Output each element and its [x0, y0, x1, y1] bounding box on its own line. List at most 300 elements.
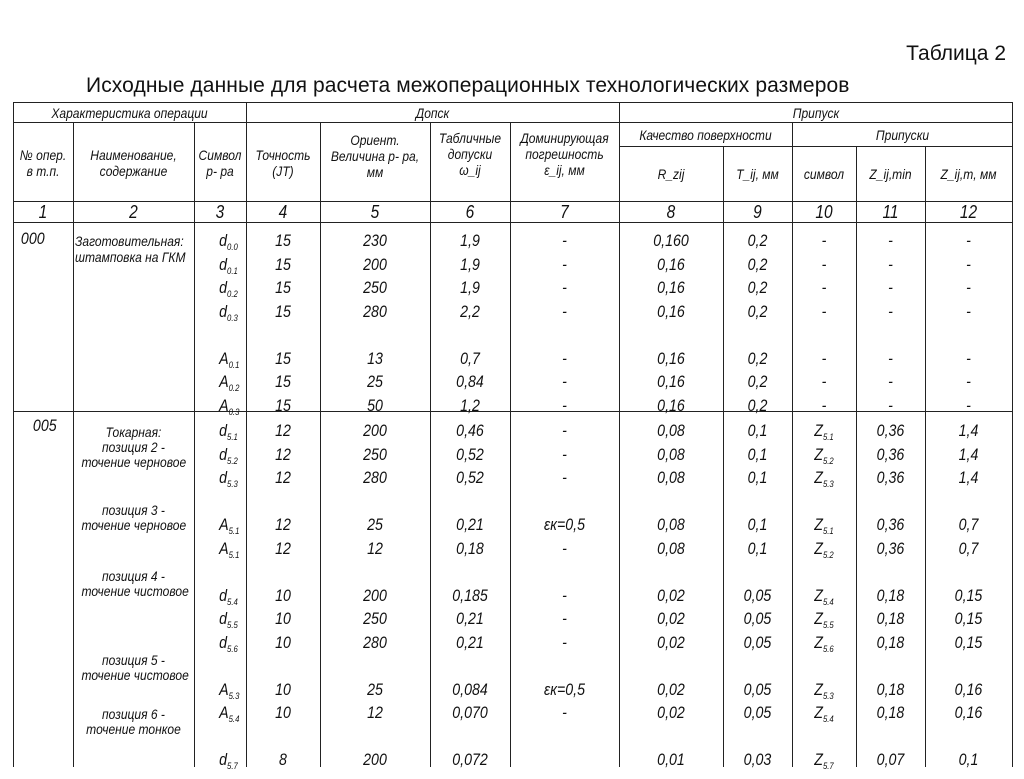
symbol-cell: $d_{0.1}$ [219, 255, 238, 276]
zmin-cell [861, 726, 920, 750]
op-name: позиция 4 - точение чистовое [81, 568, 189, 599]
symbol-cell: $d_{5.7}$ [219, 751, 238, 771]
size-cell [328, 491, 423, 515]
error-cell: - [562, 349, 567, 368]
size-cell: 50 [367, 396, 383, 415]
symbol-cell: $d_{5.2}$ [219, 445, 238, 466]
tolerance-cell [436, 655, 505, 679]
allowance-symbol-cell: $Z_{5.4}$ [814, 586, 834, 607]
rz-cell: 0,16 [657, 349, 685, 368]
t-cell: 0,2 [747, 349, 768, 368]
error-cell: - [562, 445, 567, 464]
tolerance-cell [436, 726, 505, 750]
rz-cell: 0,08 [657, 469, 685, 487]
header-surface-quality: Качество поверхности [639, 127, 772, 143]
symbol-cell: $A_{0.1}$ [219, 349, 240, 370]
rz-cell [626, 491, 715, 515]
allowance-symbol-cell [796, 655, 851, 679]
rz-cell: 0,08 [657, 516, 685, 534]
t-cell: 0,1 [747, 539, 768, 558]
rz-cell: 0,08 [657, 445, 685, 464]
col-line [73, 122, 74, 767]
rz-cell: 0,02 [657, 610, 685, 628]
allowance-symbol-cell: $Z_{5.4}$ [814, 704, 834, 724]
size-cell [328, 561, 423, 585]
header-zm: Z_ij,m, мм [940, 166, 997, 182]
accuracy-column [251, 420, 315, 773]
symbol-cell: $A_{0.2}$ [219, 373, 240, 393]
error-cell [518, 655, 612, 679]
col-number-line [13, 222, 1013, 223]
zm-cell [931, 726, 1006, 750]
header-allowance: Припуск [792, 105, 840, 121]
accuracy-cell: 15 [275, 349, 291, 368]
allowance-symbol-cell: $Z_{5.1}$ [814, 422, 834, 442]
zmin-cell [861, 324, 920, 348]
accuracy-cell: 15 [275, 396, 291, 415]
header-op-number: № опер. в т.п. [19, 147, 67, 179]
t-cell: 0,2 [747, 396, 768, 415]
error-cell: - [562, 422, 567, 440]
allowance-symbol-cell: $Z_{5.5}$ [814, 610, 834, 630]
accuracy-cell: 12 [275, 445, 291, 464]
rz-cell: 0,02 [657, 586, 685, 605]
op-number: 000 [20, 230, 45, 248]
symbol-cell: $A_{5.4}$ [219, 704, 240, 724]
allowance-symbol-column [796, 420, 851, 773]
op-name: позиция 3 - точение черновое [81, 502, 187, 533]
allowance-symbol-cell: $Z_{5.3}$ [814, 469, 834, 489]
allowance-symbol-cell: $Z_{5.2}$ [814, 445, 834, 466]
zmin-cell: 0,07 [876, 751, 905, 769]
allowance-symbol-cell: - [821, 279, 827, 297]
tolerance-cell: 0,084 [452, 680, 488, 699]
col-line [246, 102, 247, 767]
error-cell: - [562, 633, 567, 652]
tolerance-cell [436, 491, 505, 515]
header-rz: R_zij [657, 166, 685, 182]
size-cell: 250 [363, 445, 387, 464]
symbol-cell: $A_{5.1}$ [219, 516, 240, 536]
error-cell: - [562, 396, 567, 415]
accuracy-cell: 12 [275, 516, 291, 534]
size-cell: 280 [363, 469, 387, 487]
error-cell [518, 749, 612, 773]
size-cell: 13 [367, 349, 383, 368]
t-cell [728, 491, 787, 515]
rz-cell: 0,160 [653, 232, 689, 250]
size-cell: 200 [363, 586, 387, 605]
zmin-cell: - [888, 279, 893, 297]
allowance-symbol-cell [796, 491, 851, 515]
zm-cell: 0,15 [954, 610, 983, 628]
col-line [619, 102, 620, 767]
zmin-cell [861, 655, 920, 679]
col-line [723, 146, 724, 767]
col-line [510, 122, 511, 767]
zmin-cell [861, 561, 920, 585]
accuracy-cell: 12 [275, 422, 291, 440]
rz-cell: 0,02 [657, 680, 685, 699]
rz-cell: 0,16 [657, 396, 685, 415]
accuracy-cell [251, 491, 315, 515]
tolerance-cell: 0,7 [460, 349, 480, 368]
zm-cell [931, 324, 1006, 348]
symbol-column [198, 420, 243, 773]
symbol-cell: $d_{5.6}$ [219, 633, 238, 654]
size-cell: 25 [367, 516, 383, 534]
zm-cell: 1,4 [958, 469, 979, 487]
accuracy-cell [251, 561, 315, 585]
allowance-symbol-cell: $Z_{5.3}$ [814, 680, 834, 701]
zm-cell: - [966, 396, 971, 415]
allowance-symbol-cell: - [821, 302, 827, 321]
rz-cell [626, 324, 715, 348]
error-cell: - [562, 586, 567, 605]
error-cell: - [562, 610, 567, 628]
error-cell [518, 561, 612, 585]
accuracy-cell: 10 [275, 586, 291, 605]
allowance-symbol-cell: - [821, 255, 827, 274]
symbol-cell [198, 561, 243, 585]
header-accuracy: Точность (JT) [255, 147, 311, 179]
tolerance-cell: 1,9 [460, 255, 480, 274]
rz-cell: 0,08 [657, 539, 685, 558]
t-cell: 0,2 [747, 232, 768, 250]
accuracy-cell: 8 [279, 751, 287, 769]
size-cell: 280 [363, 633, 387, 652]
accuracy-cell [251, 726, 315, 750]
zm-cell: - [966, 349, 971, 368]
col-number: 8 [666, 202, 676, 222]
accuracy-cell: 15 [275, 255, 291, 274]
allowance-symbol-cell [796, 324, 851, 348]
error-cell: - [562, 373, 567, 391]
header-dominant-error: Доминирующая погрешность ε_ij, мм [520, 130, 609, 178]
tolerance-cell: 0,18 [456, 539, 484, 558]
size-cell: 12 [367, 539, 383, 558]
error-cell: - [562, 232, 567, 250]
zmin-cell: 0,18 [876, 610, 905, 628]
col-number: 4 [278, 202, 288, 222]
col-number: 3 [215, 202, 225, 222]
rz-cell [626, 655, 715, 679]
symbol-cell: $A_{0.3}$ [219, 396, 240, 417]
zmin-cell: - [888, 232, 893, 250]
size-cell: 25 [367, 680, 383, 699]
accuracy-cell: 15 [275, 232, 291, 250]
tolerance-cell: 0,84 [456, 373, 484, 391]
accuracy-cell: 15 [275, 279, 291, 297]
allowance-symbol-column [796, 230, 851, 418]
rz-cell [626, 561, 715, 585]
rz-column [626, 230, 715, 418]
allowance-symbol-cell: - [821, 373, 827, 391]
error-cell: - [562, 279, 567, 297]
error-cell: εк=0,5 [544, 516, 585, 534]
t-cell [728, 726, 787, 750]
header-symbol: Символ р- ра [198, 147, 242, 179]
table-caption: Таблица 2 [906, 42, 1006, 65]
zmin-column [861, 420, 920, 773]
zm-cell: 0,15 [954, 586, 983, 605]
subgroup-line [619, 146, 1013, 147]
error-cell: - [562, 469, 567, 487]
header-table-tolerance: Табличные допуски ω_ij [438, 130, 502, 178]
op-name: Заготовительная: штамповка на ГКМ [75, 233, 186, 265]
border-right [1012, 102, 1013, 767]
t-cell: 0,05 [743, 610, 772, 628]
allowance-symbol-cell: - [821, 396, 827, 415]
op-name: Токарная: позиция 2 - точение черновое [81, 424, 187, 470]
accuracy-cell: 10 [275, 610, 291, 628]
op-name: позиция 5 - точение чистовое [81, 652, 189, 683]
symbol-cell: $d_{5.3}$ [219, 469, 238, 489]
t-cell: 0,2 [747, 302, 768, 321]
symbol-cell: $d_{5.1}$ [219, 422, 238, 442]
t-cell: 0,05 [743, 680, 772, 699]
size-cell: 200 [363, 422, 387, 440]
zmin-column [861, 230, 920, 418]
allowance-symbol-cell: $Z_{5.1}$ [814, 516, 834, 536]
tolerance-cell: 0,185 [452, 586, 488, 605]
accuracy-cell: 12 [275, 539, 291, 558]
symbol-cell [198, 324, 243, 348]
t-cell: 0,1 [747, 516, 768, 534]
t-cell [728, 655, 787, 679]
zmin-cell: - [888, 255, 893, 274]
table-top-line [13, 102, 1013, 103]
tolerance-cell [436, 324, 505, 348]
symbol-cell: $A_{5.3}$ [219, 680, 240, 701]
col-number: 5 [370, 202, 380, 222]
accuracy-cell: 12 [275, 469, 291, 487]
accuracy-cell [251, 655, 315, 679]
t-cell: 0,2 [747, 373, 768, 391]
rz-cell: 0,16 [657, 279, 685, 297]
header-bottom-line [13, 201, 1013, 202]
t-cell [728, 324, 787, 348]
zmin-cell: 0,36 [876, 422, 905, 440]
symbol-cell: $d_{0.3}$ [219, 302, 238, 323]
rz-column [626, 420, 715, 773]
rz-cell: 0,01 [657, 751, 685, 769]
border-left [13, 102, 14, 767]
tolerance-cell: 0,52 [456, 469, 484, 487]
col-number: 6 [465, 202, 475, 222]
zm-cell: 0,16 [954, 704, 983, 722]
data-table [13, 102, 1013, 771]
rz-cell: 0,02 [657, 704, 685, 722]
accuracy-column [251, 230, 315, 418]
header-op-name: Наименование, содержание [90, 147, 177, 179]
tolerance-cell: 1,2 [460, 396, 480, 415]
size-cell: 250 [363, 610, 387, 628]
header-characteristics: Характеристика операции [51, 105, 208, 121]
t-column [728, 420, 787, 773]
zm-cell: 0,1 [958, 751, 979, 769]
col-line [856, 146, 857, 767]
zmin-cell: 0,36 [876, 469, 905, 487]
header-tolerance: Допск [415, 105, 450, 121]
zmin-cell: 0,36 [876, 539, 905, 558]
table-title: Исходные данные для расчета межоперационных технологических размеров [86, 74, 850, 97]
size-cell: 250 [363, 279, 387, 297]
size-cell: 12 [367, 704, 383, 722]
allowance-symbol-cell: $Z_{5.2}$ [814, 539, 834, 560]
op-name: позиция 6 - точение тонкое [86, 706, 181, 737]
tolerance-cell: 1,9 [460, 232, 480, 250]
zm-cell: 0,7 [958, 539, 979, 558]
zmin-cell: 0,36 [876, 516, 905, 534]
accuracy-cell: 10 [275, 704, 291, 722]
tolerance-column [436, 420, 505, 773]
accuracy-cell: 15 [275, 373, 291, 391]
zm-cell: - [966, 302, 971, 321]
accuracy-cell [251, 324, 315, 348]
symbol-cell: $A_{5.1}$ [219, 539, 240, 560]
zmin-cell: 0,18 [876, 586, 905, 605]
zmin-cell: 0,18 [876, 633, 905, 652]
symbol-cell: $d_{0.0}$ [219, 232, 238, 252]
header-allowances: Припуски [875, 127, 930, 143]
size-cell: 200 [363, 751, 387, 769]
t-cell: 0,05 [743, 704, 772, 722]
symbol-cell [198, 655, 243, 679]
zm-cell: 0,16 [954, 680, 983, 699]
error-cell: - [562, 704, 567, 722]
rz-cell: 0,16 [657, 302, 685, 321]
col-number: 1 [38, 202, 48, 222]
error-column [518, 420, 612, 773]
t-cell: 0,03 [743, 751, 772, 769]
tolerance-cell: 0,070 [452, 704, 488, 722]
accuracy-cell: 10 [275, 633, 291, 652]
zm-cell: 1,4 [958, 445, 979, 464]
header-t: T_ij, мм [736, 166, 779, 182]
error-cell: - [562, 539, 567, 558]
allowance-symbol-cell: $Z_{5.6}$ [814, 633, 834, 654]
size-column [328, 420, 423, 773]
tolerance-cell: 0,21 [456, 516, 484, 534]
zm-cell: - [966, 232, 971, 250]
col-line [430, 122, 431, 767]
error-cell [518, 491, 612, 515]
rz-cell [626, 726, 715, 750]
zm-cell: 0,7 [958, 516, 979, 534]
col-number: 10 [815, 202, 833, 222]
size-cell: 200 [363, 255, 387, 274]
col-number: 12 [959, 202, 978, 222]
t-column [728, 230, 787, 418]
tolerance-cell: 1,9 [460, 279, 480, 297]
t-cell: 0,05 [743, 586, 772, 605]
size-cell [328, 726, 423, 750]
rz-cell: 0,16 [657, 255, 685, 274]
t-cell: 0,1 [747, 445, 768, 464]
t-cell: 0,2 [747, 279, 768, 297]
col-line [792, 122, 793, 767]
size-cell [328, 324, 423, 348]
op-number: 005 [32, 417, 57, 435]
col-number: 9 [753, 202, 762, 222]
zm-cell [931, 655, 1006, 679]
zmin-cell: - [888, 302, 893, 321]
tolerance-cell: 0,072 [452, 751, 488, 769]
zm-cell: - [966, 279, 971, 297]
symbol-cell [198, 726, 243, 750]
zmin-cell: 0,18 [876, 680, 905, 699]
size-column [328, 230, 423, 418]
size-cell: 280 [363, 302, 387, 321]
tolerance-cell [436, 561, 505, 585]
tolerance-cell: 0,52 [456, 445, 484, 464]
zm-cell: 0,15 [954, 633, 983, 652]
col-line [194, 122, 195, 767]
col-number: 11 [882, 202, 899, 222]
zmin-cell: - [888, 396, 893, 415]
error-cell: - [562, 302, 567, 321]
t-cell: 0,05 [743, 633, 772, 652]
error-column [518, 230, 612, 418]
t-cell: 0,2 [747, 255, 768, 274]
header-zmin: Z_ij,min [869, 166, 912, 182]
t-cell: 0,1 [747, 422, 768, 440]
accuracy-cell: 15 [275, 302, 291, 321]
symbol-cell: $d_{5.4}$ [219, 586, 238, 607]
symbol-cell: $d_{0.2}$ [219, 279, 238, 299]
allowance-symbol-cell [796, 726, 851, 750]
error-cell [518, 726, 612, 750]
zmin-cell: - [888, 373, 893, 391]
symbol-column [198, 230, 243, 418]
error-cell [518, 324, 612, 348]
allowance-symbol-cell [796, 561, 851, 585]
symbol-cell [198, 491, 243, 515]
t-cell [728, 561, 787, 585]
size-cell: 25 [367, 373, 383, 391]
zm-cell: 1,4 [958, 422, 979, 440]
header-allowance-symbol: символ [803, 166, 845, 182]
tolerance-cell: 0,21 [456, 610, 484, 628]
col-number: 7 [560, 202, 569, 222]
allowance-symbol-cell: - [821, 232, 827, 250]
zm-column [931, 420, 1006, 773]
zm-cell: - [966, 373, 971, 391]
header-group-line [13, 122, 1013, 123]
symbol-cell: $d_{5.5}$ [219, 610, 238, 630]
zmin-cell: - [888, 349, 893, 368]
t-cell: 0,1 [747, 469, 768, 487]
accuracy-cell: 10 [275, 680, 291, 699]
error-cell: - [562, 255, 567, 274]
size-cell [328, 655, 423, 679]
zmin-cell [861, 491, 920, 515]
error-cell: εк=0,5 [544, 680, 585, 699]
col-line [320, 122, 321, 767]
col-line [925, 146, 926, 767]
col-number: 2 [129, 202, 138, 222]
zm-column [931, 230, 1006, 418]
rz-cell: 0,16 [657, 373, 685, 391]
header-size: Ориент. Величина р- ра, мм [330, 132, 420, 180]
rz-cell: 0,02 [657, 633, 685, 652]
rz-cell: 0,08 [657, 422, 685, 440]
tolerance-cell: 2,2 [460, 302, 480, 321]
allowance-symbol-cell: $Z_{5.7}$ [814, 751, 834, 771]
zmin-cell: 0,18 [876, 704, 905, 722]
tolerance-column [436, 230, 505, 418]
